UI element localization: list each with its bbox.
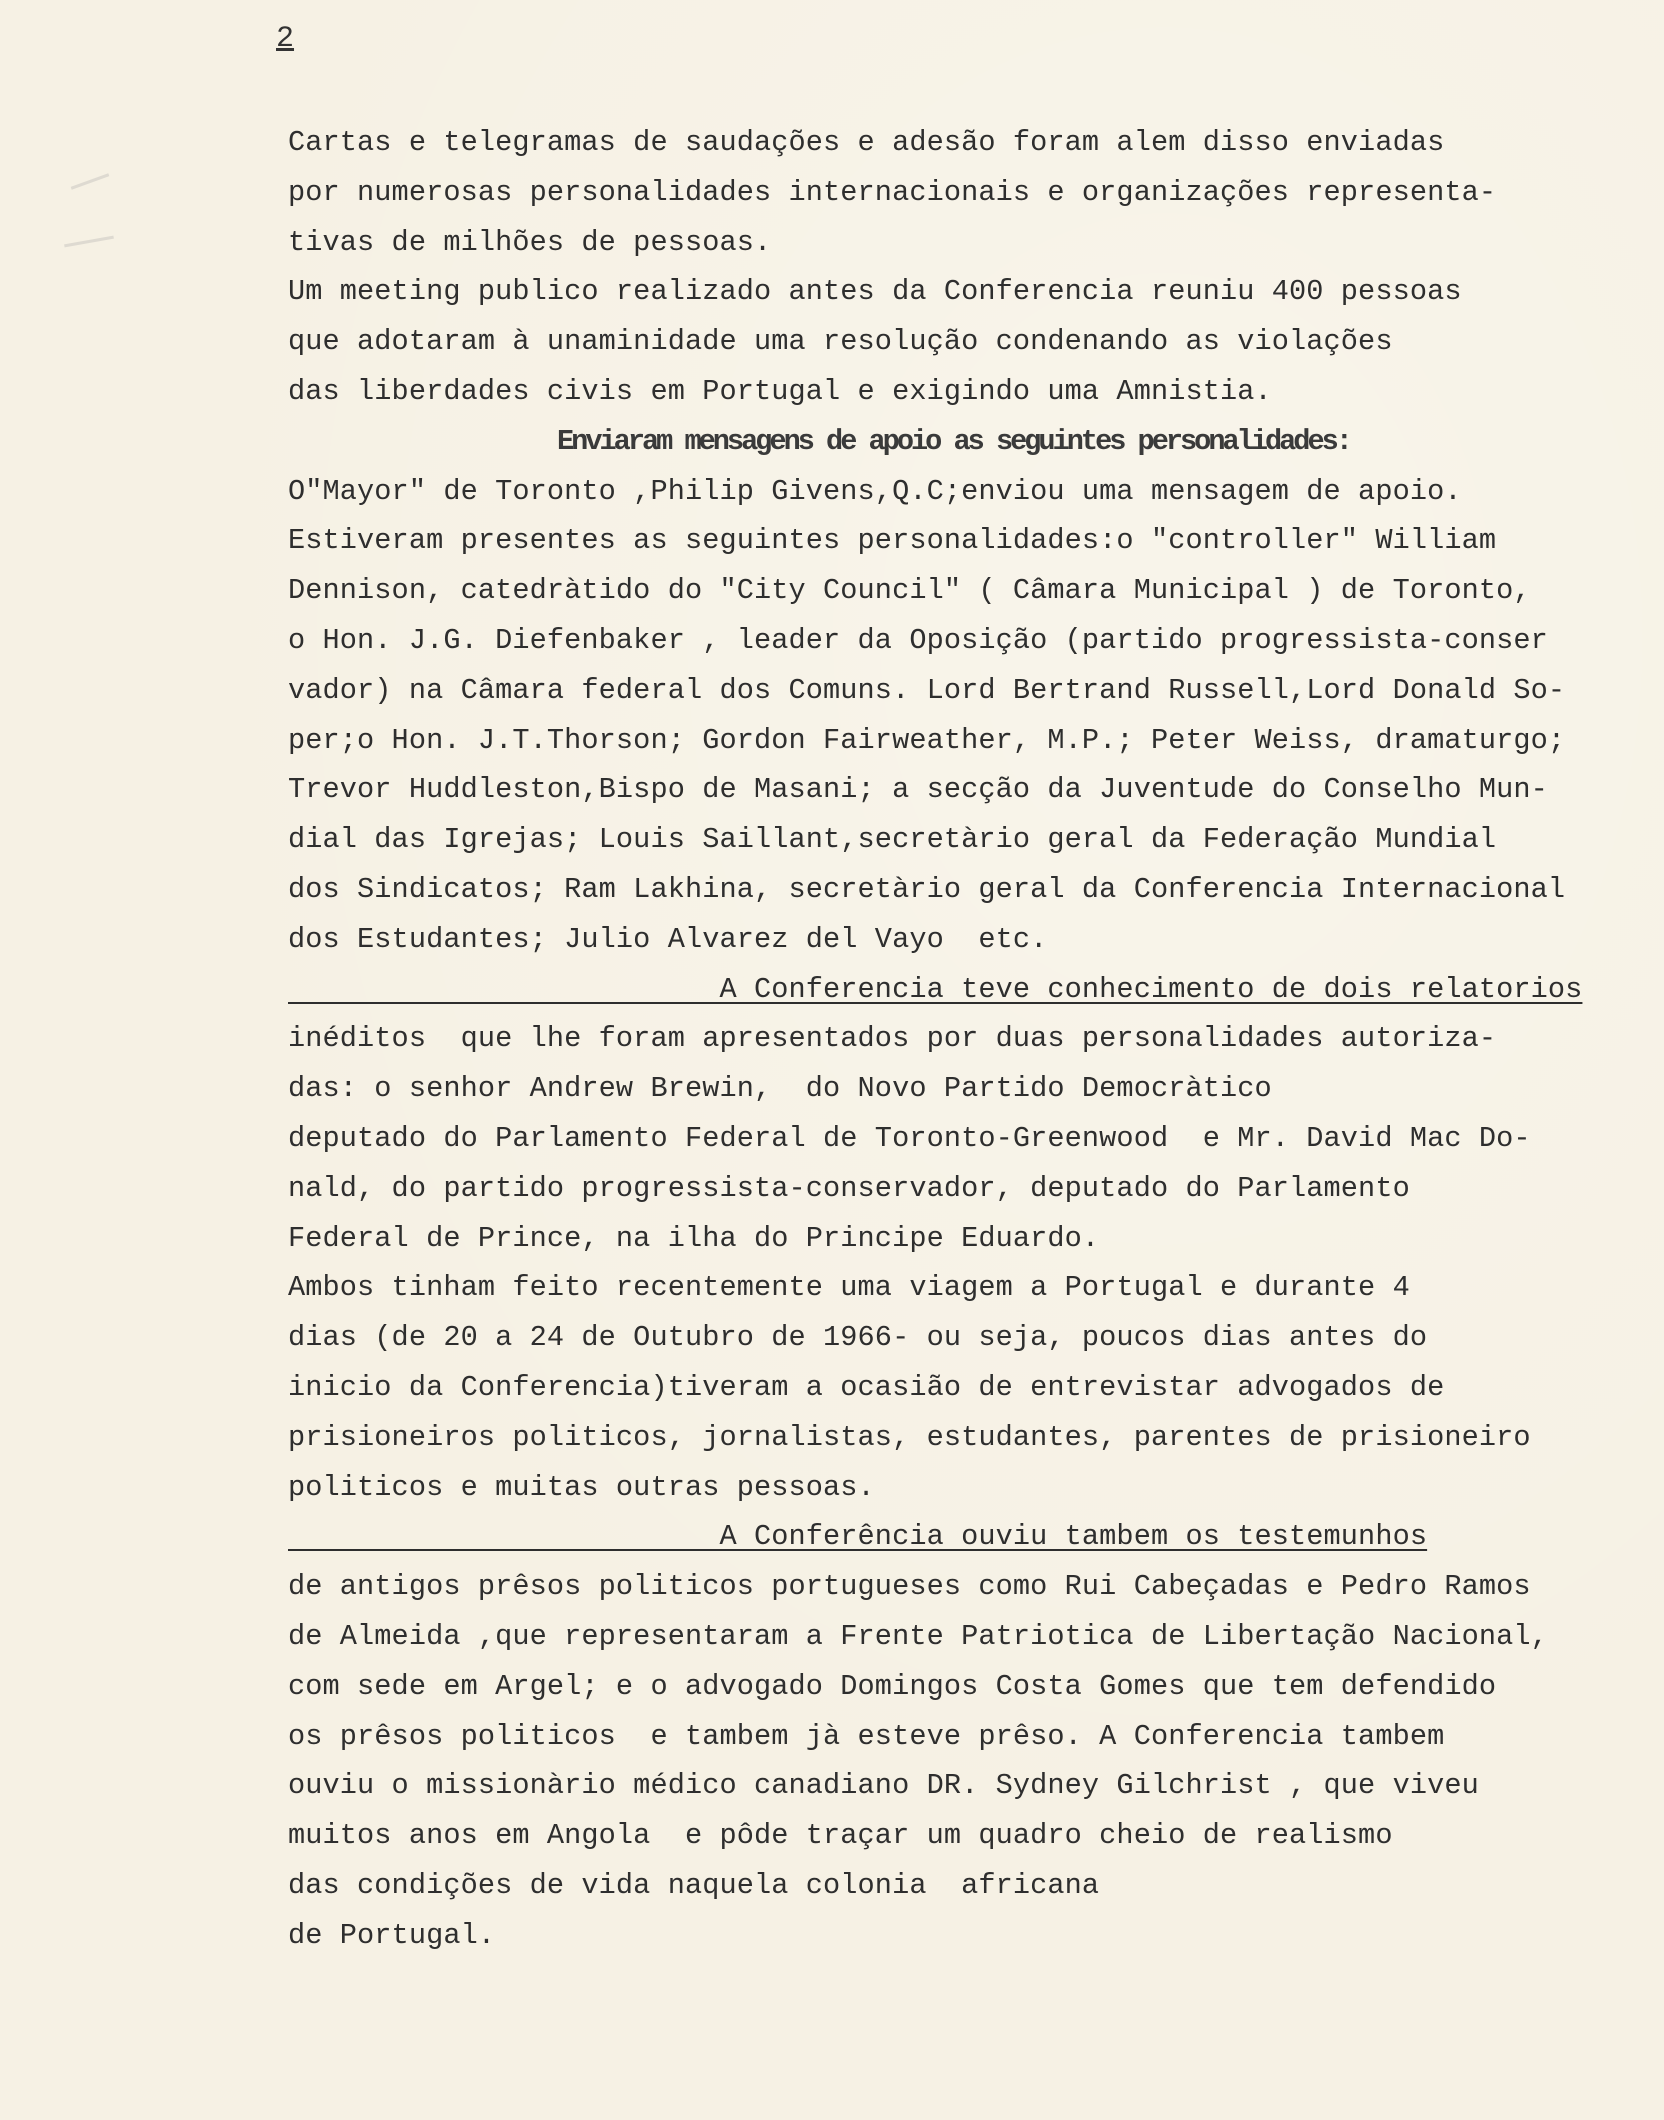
typewritten-body <box>288 118 1618 1960</box>
text-line: dial das Igrejas; Louis Saillant,secretàrio geral da Federação Mundial <box>288 823 1497 857</box>
text-line: deputado do Parlamento Federal de Toronto-Greenwood e Mr. David Mac Do- <box>288 1121 1531 1155</box>
text-line: dias (de 20 a 24 de Outubro de 1966- ou seja, poucos dias antes do <box>288 1321 1428 1355</box>
text-line: Dennison, catedràtido do "City Council" ( Câmara Municipal ) de Toronto, <box>288 574 1531 608</box>
text-line: Cartas e telegramas de saudações e adesão foram alem disso enviadas <box>288 126 1445 159</box>
underlined-heading-line: A Conferencia teve conhecimento de dois relatorios <box>288 972 1583 1006</box>
text-line: por numerosas personalidades internacionais e organizações representa- <box>288 175 1497 209</box>
text-line: Trevor Huddleston,Bispo de Masani; a secção da Juventude do Conselho Mun- <box>288 773 1548 807</box>
text-line: das condições de vida naquela colonia africana <box>288 1868 1100 1902</box>
text-line: o Hon. J.G. Diefenbaker , leader da Oposição (partido progressista-conser <box>288 623 1548 657</box>
text-line: per;o Hon. J.T.Thorson; Gordon Fairweather, M.P.; Peter Weiss, dramaturgo; <box>288 723 1566 757</box>
text-line: Um meeting publico realizado antes da Conferencia reuniu 400 pessoas <box>288 275 1462 309</box>
text-line: com sede em Argel; e o advogado Domingos Costa Gomes que tem defendido <box>288 1669 1497 1703</box>
text-line: vador) na Câmara federal dos Comuns. Lord Bertrand Russell,Lord Donald So- <box>288 673 1566 707</box>
text-line: nald, do partido progressista-conservador, deputado do Parlamento <box>288 1171 1410 1205</box>
text-line: ouviu o missionàrio médico canadiano DR. Sydney Gilchrist , que viveu <box>288 1769 1479 1803</box>
text-line: que adotaram à unaminidade uma resolução condenando as violações <box>288 325 1393 359</box>
text-line: de Portugal. <box>288 1918 496 1952</box>
text-line: Estiveram presentes as seguintes personalidades:o "controller" William <box>288 524 1497 558</box>
paper-smudge <box>71 173 110 189</box>
paper-smudge <box>64 236 114 248</box>
struck-through-line: Enviaram mensagens de apoio as seguintes personalidades: <box>288 424 1350 458</box>
text-line: tivas de milhões de pessoas. <box>288 225 772 259</box>
text-line: inicio da Conferencia)tiveram a ocasião de entrevistar advogados de <box>288 1370 1445 1404</box>
text-line: de antigos prêsos politicos portugueses como Rui Cabeçadas e Pedro Ramos <box>288 1570 1531 1604</box>
text-line: de Almeida ,que representaram a Frente Patriotica de Libertação Nacional, <box>288 1619 1548 1653</box>
text-line: os prêsos politicos e tambem jà esteve prêso. A Conferencia tambem <box>288 1719 1445 1753</box>
text-line: das: o senhor Andrew Brewin, do Novo Partido Democràtico <box>288 1072 1272 1106</box>
text-line: inéditos que lhe foram apresentados por duas personalidades autoriza- <box>288 1022 1497 1056</box>
text-line: politicos e muitas outras pessoas. <box>288 1470 875 1504</box>
underlined-heading-line: A Conferência ouviu tambem os testemunhos <box>288 1520 1428 1554</box>
text-line: O"Mayor" de Toronto ,Philip Givens,Q.C;enviou uma mensagem de apoio. <box>288 474 1462 508</box>
text-line: das liberdades civis em Portugal e exigindo uma Amnistia. <box>288 374 1272 408</box>
text-line: Ambos tinham feito recentemente uma viagem a Portugal e durante 4 <box>288 1271 1410 1305</box>
text-line: dos Sindicatos; Ram Lakhina, secretàrio geral da Conferencia Internacional <box>288 872 1566 906</box>
text-line: Federal de Prince, na ilha do Principe Eduardo. <box>288 1221 1100 1255</box>
page-number: 2 <box>276 22 295 56</box>
text-line: prisioneiros politicos, jornalistas, estudantes, parentes de prisioneiro <box>288 1420 1531 1454</box>
text-line: muitos anos em Angola e pôde traçar um quadro cheio de realismo <box>288 1819 1393 1853</box>
text-line: dos Estudantes; Julio Alvarez del Vayo etc. <box>288 922 1048 956</box>
